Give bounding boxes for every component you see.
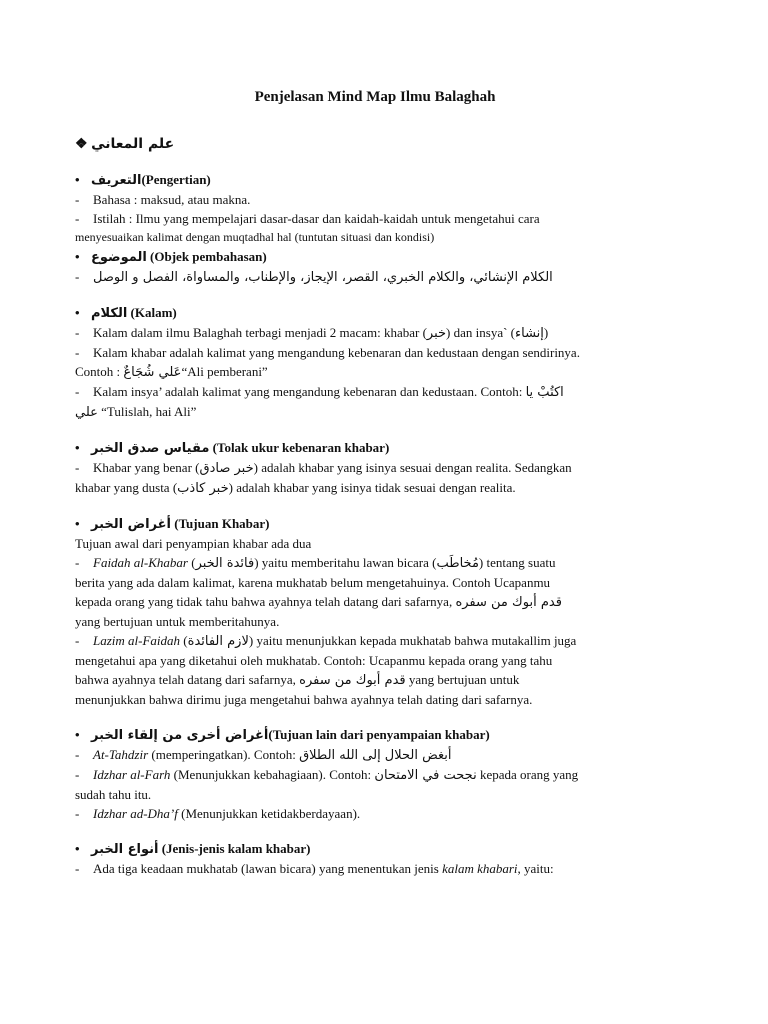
bullet-icon: • (75, 249, 80, 264)
section-label: (Objek pembahasan) (146, 249, 267, 264)
text: (Menunjukkan kebahagiaan). Contoh: (170, 767, 375, 782)
dash-marker: - (75, 345, 80, 360)
section-arabic: أغراض الخبر (91, 517, 171, 532)
section-arabic: أغراض أخرى من إلقاء الخبر (91, 728, 269, 743)
dash-marker: - (75, 384, 80, 399)
arabic-text: مُخاطَب (436, 556, 479, 571)
text: kepada orang yang tidak tahu bahwa ayahnya telah datang dari safarnya, (75, 594, 456, 609)
text: Kalam dalam ilmu Balaghah terbagi menjadi 2 macam: khabar ( (93, 325, 427, 340)
dash-marker: - (75, 555, 80, 570)
text-line: menyesuaikan kalimat dengan muqtadhal hal (tuntutan situasi dan kondisi) (75, 230, 435, 244)
text: ) (543, 325, 549, 340)
arabic-text: اكتُبْ يا (525, 385, 564, 400)
section-heading-objek (75, 247, 675, 267)
text-line: sudah tahu itu. (75, 787, 152, 802)
bullet-icon: • (75, 841, 80, 856)
text-line (75, 553, 675, 573)
text: (Menunjukkan ketidakberdayaan). (177, 806, 361, 821)
text-line: Tujuan awal dari penyampian khabar ada dua (75, 536, 312, 551)
text-line (75, 670, 675, 690)
text: Khabar yang benar ( (93, 460, 200, 475)
text: Kalam khabar adalah kalimat yang mengandung kebenaran dan kedustaan dengan sendirinya. (93, 345, 580, 360)
text: , yaitu: (517, 861, 554, 876)
text: “Ali pemberani” (181, 364, 268, 379)
text-line (75, 190, 675, 209)
dash-marker: - (75, 460, 80, 475)
text-line (75, 765, 675, 785)
page-title: Penjelasan Mind Map Ilmu Balaghah (254, 89, 496, 105)
text: “Tulislah, hai Ali” (97, 404, 197, 419)
section-heading-tujuan-lain (75, 725, 675, 745)
text-line (75, 804, 675, 823)
text-line: mengetahui apa yang diketahui oleh mukhatab. Contoh: Ucapanmu kepada orang yang tahu (75, 653, 553, 668)
arabic-text: خبر صادق (199, 461, 254, 476)
arabic-text: قدم أبوك من سفره (455, 595, 562, 610)
text-line (75, 267, 675, 287)
text: Bahasa : maksud, atau makna. (93, 192, 251, 207)
arabic-text: نجحت في الامتحان (374, 768, 477, 783)
section-label: (Jenis-jenis kalam khabar) (158, 841, 311, 856)
italic-term: Lazim al-Faidah (93, 633, 181, 648)
text: ) tentang suatu (478, 555, 556, 570)
text: ) adalah khabar yang isinya tidak sesuai dengan realita. (228, 480, 516, 495)
diamond-bullet-icon: ❖ (75, 137, 88, 152)
arabic-text: الكلام الإنشائي، والكلام الخبري، القصر، الإيجاز، والإطناب، والمساواة، الفصل و الوصل (93, 270, 553, 285)
section-label: (Pengertian) (141, 172, 211, 187)
dash-marker: - (75, 633, 80, 648)
text-line (75, 458, 675, 478)
text-line (75, 745, 675, 765)
text-line (75, 323, 675, 343)
section-heading-tujuan-khabar (75, 514, 675, 534)
text: Contoh : (75, 364, 124, 379)
bullet-icon: • (75, 172, 80, 187)
text: ( (187, 555, 196, 570)
arabic-text: خبر (426, 326, 447, 341)
arabic-text: إنشاء (515, 326, 544, 341)
dash-marker: - (75, 806, 80, 821)
section-arabic: الكلام (91, 306, 128, 321)
text-line (75, 592, 675, 612)
text-line (75, 631, 675, 651)
section-arabic: مقياس صدق الخبر (91, 441, 210, 456)
section-label: (Kalam) (127, 305, 177, 320)
text: yang bertujuan untuk (405, 672, 520, 687)
text-line (75, 478, 675, 498)
text: ( (180, 633, 188, 648)
section-heading-kalam (75, 303, 675, 323)
italic-term: Idzhar ad-Dha’f (93, 806, 178, 821)
arabic-text: قدم أبوك من سفره (299, 673, 406, 688)
text-line (75, 362, 675, 382)
document-body (75, 88, 675, 878)
arabic-text: علي (75, 405, 98, 420)
bullet-icon: • (75, 727, 80, 742)
section-arabic: الموضوع (91, 250, 147, 265)
dash-marker: - (75, 747, 80, 762)
main-heading (75, 135, 675, 154)
text-line (75, 343, 675, 362)
text-line: menunjukkan bahwa dirimu juga mengetahui bahwa ayahnya telah dating dari safarnya. (75, 692, 533, 707)
text-line: yang bertujuan untuk memberitahunya. (75, 614, 280, 629)
italic-term: kalam khabari (442, 861, 518, 876)
arabic-text: أبغض الحلال إلى الله الطلاق (299, 748, 452, 763)
italic-term: Idzhar al-Farh (93, 767, 171, 782)
main-heading-arabic: علم المعاني (91, 136, 175, 152)
section-label: (Tolak ukur kebenaran khabar) (209, 440, 390, 455)
bullet-icon: • (75, 516, 80, 531)
section-label: (Tujuan Khabar) (171, 516, 270, 531)
italic-term: Faidah al-Khabar (93, 555, 188, 570)
section-heading-pengertian (75, 170, 675, 190)
text-line (75, 382, 675, 402)
arabic-text: لازم الفائدة (187, 634, 249, 649)
dash-marker: - (75, 211, 80, 226)
text: ) yaitu menunjukkan kepada mukhatab bahwa mutakallim juga (248, 633, 577, 648)
bullet-icon: • (75, 440, 80, 455)
arabic-text: فائدة الخبر (195, 556, 255, 571)
dash-marker: - (75, 269, 80, 284)
bullet-icon: • (75, 305, 80, 320)
dash-marker: - (75, 861, 80, 876)
section-heading-tolak-ukur (75, 438, 675, 458)
text: Istilah : Ilmu yang mempelajari dasar-dasar dan kaidah-kaidah untuk mengetahui cara (93, 211, 540, 226)
section-arabic: التعريف (91, 173, 142, 188)
italic-term: At-Tahdzir (93, 747, 149, 762)
text-line: berita yang ada dalam kalimat, karena mukhatab belum mengetahuinya. Contoh Ucapanmu (75, 575, 551, 590)
text-line (75, 859, 675, 878)
dash-marker: - (75, 767, 80, 782)
section-arabic: أنواع الخبر (91, 842, 159, 857)
text: Ada tiga keadaan mukhatab (lawan bicara) yang menentukan jenis (93, 861, 443, 876)
arabic-text: عَلي شُجَاعٌ (123, 365, 182, 380)
section-heading-jenis-khabar (75, 839, 675, 859)
text: bahwa ayahnya telah datang dari safarnya, (75, 672, 300, 687)
text: (memperingatkan). Contoh: (148, 747, 300, 762)
text: ) adalah khabar yang isinya sesuai dengan realita. Sedangkan (253, 460, 572, 475)
section-label: (Tujuan lain dari penyampaian khabar) (268, 727, 490, 742)
text: Kalam insya’ adalah kalimat yang mengandung kebenaran dan kedustaan. Contoh: (93, 384, 526, 399)
text: ) yaitu memberitahu lawan bicara ( (254, 555, 437, 570)
text: khabar yang dusta ( (75, 480, 178, 495)
dash-marker: - (75, 325, 80, 340)
text-line (75, 209, 675, 228)
arabic-text: خبر كاذب (177, 481, 229, 496)
text-line (75, 402, 675, 422)
dash-marker: - (75, 192, 80, 207)
text: kepada orang yang (476, 767, 579, 782)
text: ) dan insya` ( (446, 325, 515, 340)
